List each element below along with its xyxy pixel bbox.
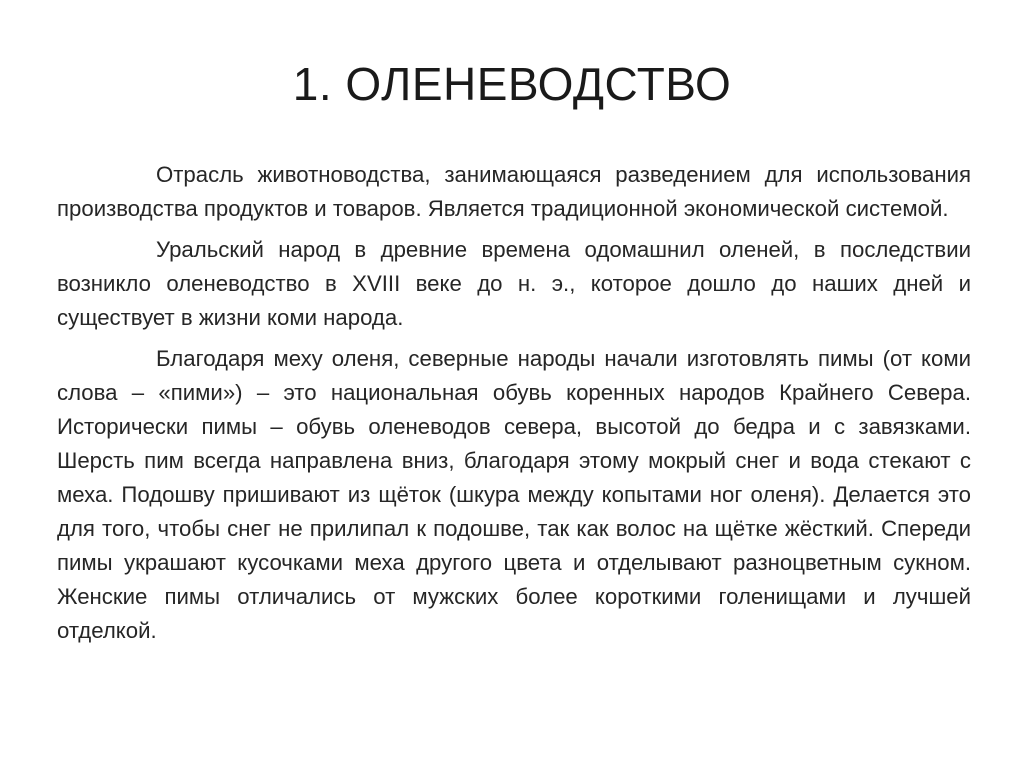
paragraph-definition: Отрасль животноводства, занимающаяся разведением для использования производства продуктов и товаров. Является традиционной экономической системой.	[57, 162, 971, 221]
paragraph-history: Уральский народ в древние времена одомашнил оленей, в последствии возникло оленеводство в XVIII веке до н. э., которое дошло до наших дней и существует в жизни коми народа.	[57, 237, 971, 330]
slide-body	[57, 158, 971, 655]
slide-title: 1. ОЛЕНЕВОДСТВО	[292, 58, 732, 110]
paragraph-pimy: Благодаря меху оленя, северные народы начали изготовлять пимы (от коми слова – «пими») – это национальная обувь коренных народов Крайнего Севера. Исторически пимы – обувь оленеводов севера, высотой до бедра и с завязками. Шерсть пим всегда направлена вниз, благодаря этому мокрый снег и вода стекают с меха. Подошву пришивают из щёток (шкура между копытами ног оленя). Делается это для того, чтобы снег не прилипал к подошве, так как волос на щётке жёсткий. Спереди пимы украшают кусочками меха другого цвета и отделывают разноцветным сукном. Женские пимы отличались от мужских более короткими голенищами и лучшей отделкой.	[57, 346, 971, 643]
